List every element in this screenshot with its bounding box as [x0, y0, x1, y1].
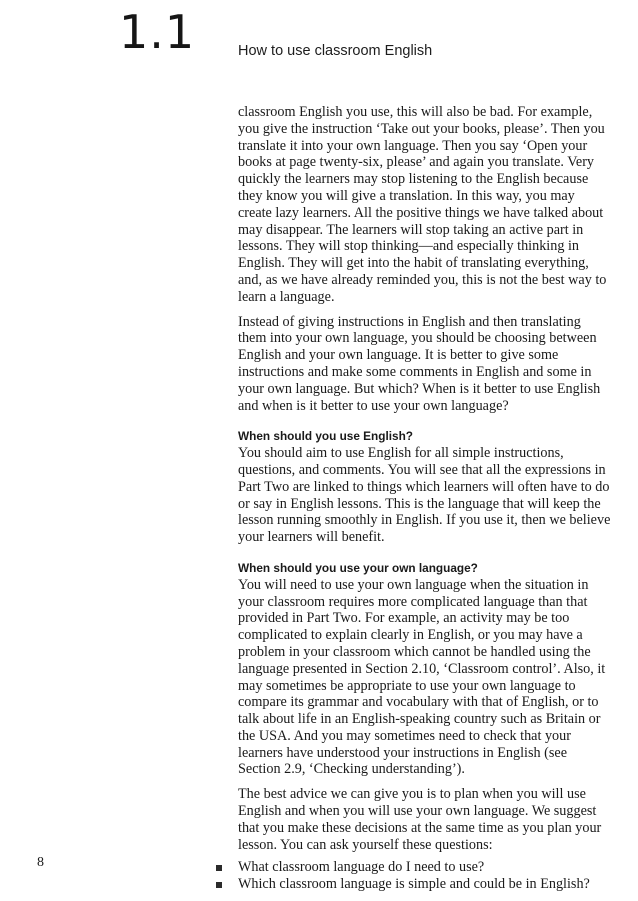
body-text	[238, 104, 612, 893]
paragraph: You will need to use your own language when the situation in your classroom requires more complicated language than that provided in Part Two. For example, an activity may be too complicated to explain clearly in English, or you may have a problem in your classroom which cannot be handled using the language presented in Section 2.10, ‘Classroom control’. Also, it may sometimes be appropriate to use your own language to compare its grammar and vocabulary with that of English, or to talk about life in an English-speaking country such as Britain or the USA. And you may sometimes need to check that your learners have understood your instructions in English (see Section 2.9, ‘Checking understanding’).	[238, 576, 606, 778]
section-heading: When should you use your own language?	[238, 560, 478, 575]
square-bullet-icon	[216, 882, 222, 888]
list-item-text: What classroom language do I need to use?	[238, 859, 485, 876]
paragraph: You should aim to use English for all simple instructions, questions, and comments. You will see that all the expressions in Part Two are linked to things which learners will often have to do or say in English lessons. This is the language that will keep the lesson running smoothly in English. If you use it, then we believe your learners will benefit.	[238, 445, 611, 546]
section-heading: When should you use English?	[238, 429, 413, 444]
square-bullet-icon	[216, 865, 222, 871]
chapter-title: How to use classroom English	[238, 43, 433, 59]
paragraph: classroom English you use, this will also be bad. For example, you give the instruction ‘Take out your books, please’. Then you translate it into your own language. Then you say ‘Open your books at page twenty-six, please’ and again you translate. Very quickly the learners may stop listening to the English because they know you will give a translation. In this way, you may create lazy learners. All the positive things we have talked about may disappear. The learners will stop taking an active part in lessons. They will stop thinking—and especially thinking in English. They will get into the habit of translating everything, and, as we have already reminded you, this is not the best way to learn a language.	[238, 104, 607, 305]
paragraph: Instead of giving instructions in English and then translating them into your own language, you should be choosing between English and your own language. It is better to give some instructions and make some comments in English and some in your own language. But which? When is it better to use English and when is it better to use your own language?	[238, 313, 601, 414]
list-item-text: Which classroom language is simple and could be in English?	[238, 876, 590, 893]
list-item	[238, 859, 612, 876]
list-item	[238, 876, 612, 893]
page-number: 8	[37, 855, 44, 870]
question-list	[238, 859, 612, 893]
section-number: 1.1	[119, 5, 196, 59]
paragraph: The best advice we can give you is to plan when you will use English and when you will use your own language. We suggest that you make these decisions at the same time as you plan your lesson. You can ask yourself these questions:	[238, 786, 602, 853]
